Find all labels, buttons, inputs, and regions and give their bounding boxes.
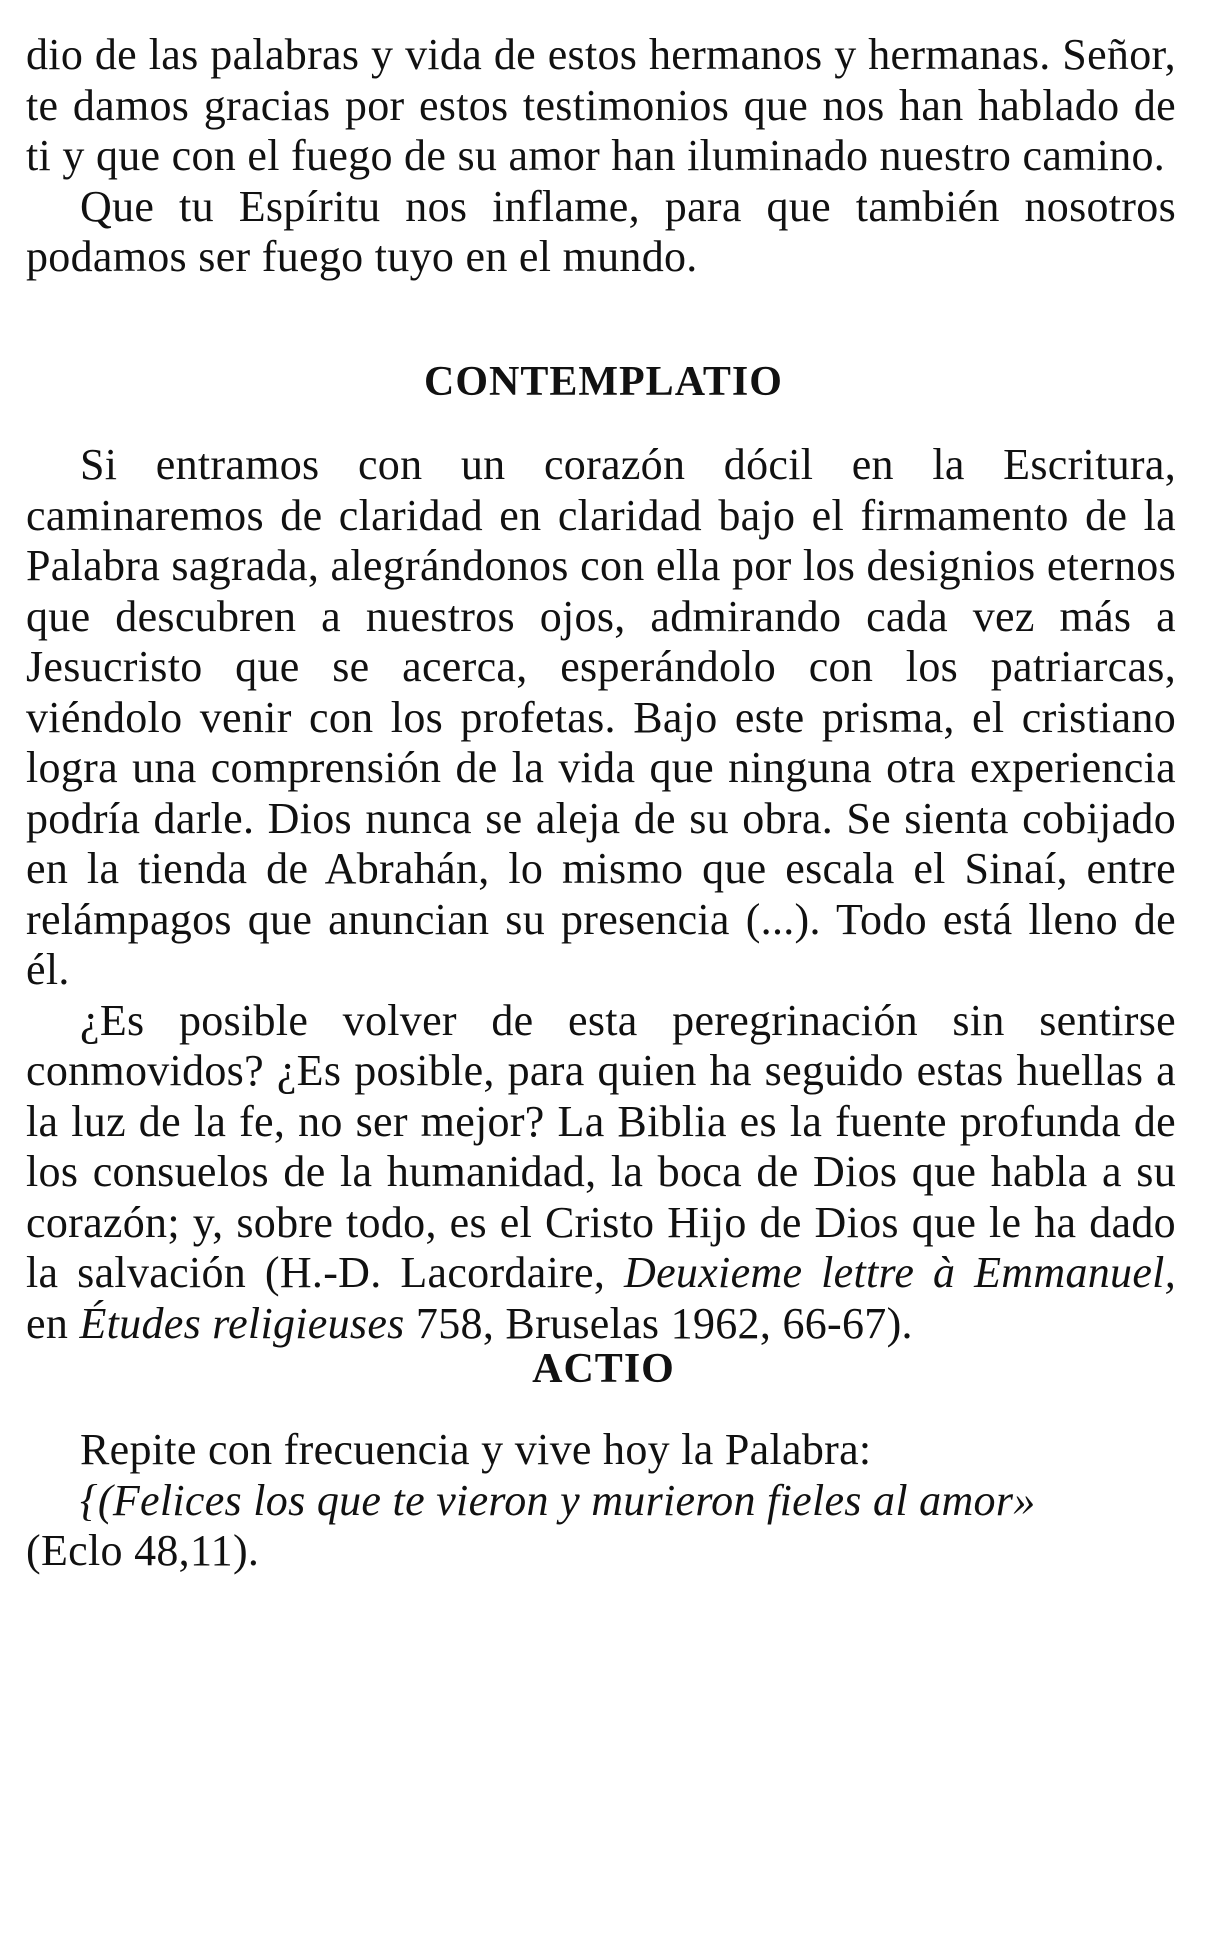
actio-reference: (Eclo 48,11).	[26, 1526, 260, 1575]
intro-paragraph-1: dio de las palabras y vida de estos hermanos y hermanas. Señor, te damos gracias por estos testimonios que nos han hablado de ti y que con el fuego de su amor han iluminado nuestro camino.	[26, 30, 1176, 180]
section-heading-contemplatio: CONTEMPLATIO	[424, 359, 783, 405]
contemplatio-paragraph-1: Si entramos con un corazón dócil en la Escritura, caminaremos de claridad en claridad bajo el firmamento de la Palabra sagrada, alegrándonos con ella por los designios eternos que descubren a nuestros ojos, admirando cada vez más a Jesucristo que se acerca, esperándolo con los patriarcas, viéndolo venir con los profetas. Bajo este prisma, el cristiano logra una comprensión de la vida que ninguna otra experiencia podría darle. Dios nunca se aleja de su obra. Se sienta cobijado en la tienda de Abrahán, lo mismo que escala el Sinaí, entre relámpagos que anuncian su presencia (...). Todo está lleno de él.	[26, 440, 1176, 994]
contemplatio-p2-text: ¿Es posible volver de esta peregrinación sin sentirse conmovidos? ¿Es posible, para quien ha seguido estas huellas a la luz de la fe, no ser mejor? La Biblia es la fuente profunda de los consuelos de la humanidad, la boca de Dios que habla a su corazón; y, sobre todo, es el Cristo Hijo de Dios que le ha dado la salvación (H.-D. Lacordaire,	[26, 995, 1176, 1297]
actio-quote	[26, 1476, 1176, 1527]
contemplatio-paragraph-2	[26, 996, 1176, 1350]
section-heading-actio: ACTIO	[532, 1346, 675, 1392]
citation-title-1: Deuxieme lettre à Emmanuel,	[624, 1248, 1176, 1297]
actio-section	[26, 1425, 1176, 1577]
actio-line-1: Repite con frecuencia y vive hoy la Palabra:	[80, 1425, 872, 1474]
contemplatio-section	[26, 440, 1176, 1349]
citation-end: 758, Bruselas 1962, 66-67).	[415, 1298, 913, 1348]
intro-paragraph-2: Que tu Espíritu nos inflame, para que también nosotros podamos ser fuego tuyo en el mundo.	[26, 181, 1176, 281]
citation-connector: en	[26, 1298, 69, 1348]
intro-section	[26, 30, 1176, 283]
citation-title-2: Études religieuses	[79, 1298, 405, 1348]
actio-quote-text: {(Felices los que te vieron y murieron fieles al amor»	[80, 1475, 1036, 1525]
